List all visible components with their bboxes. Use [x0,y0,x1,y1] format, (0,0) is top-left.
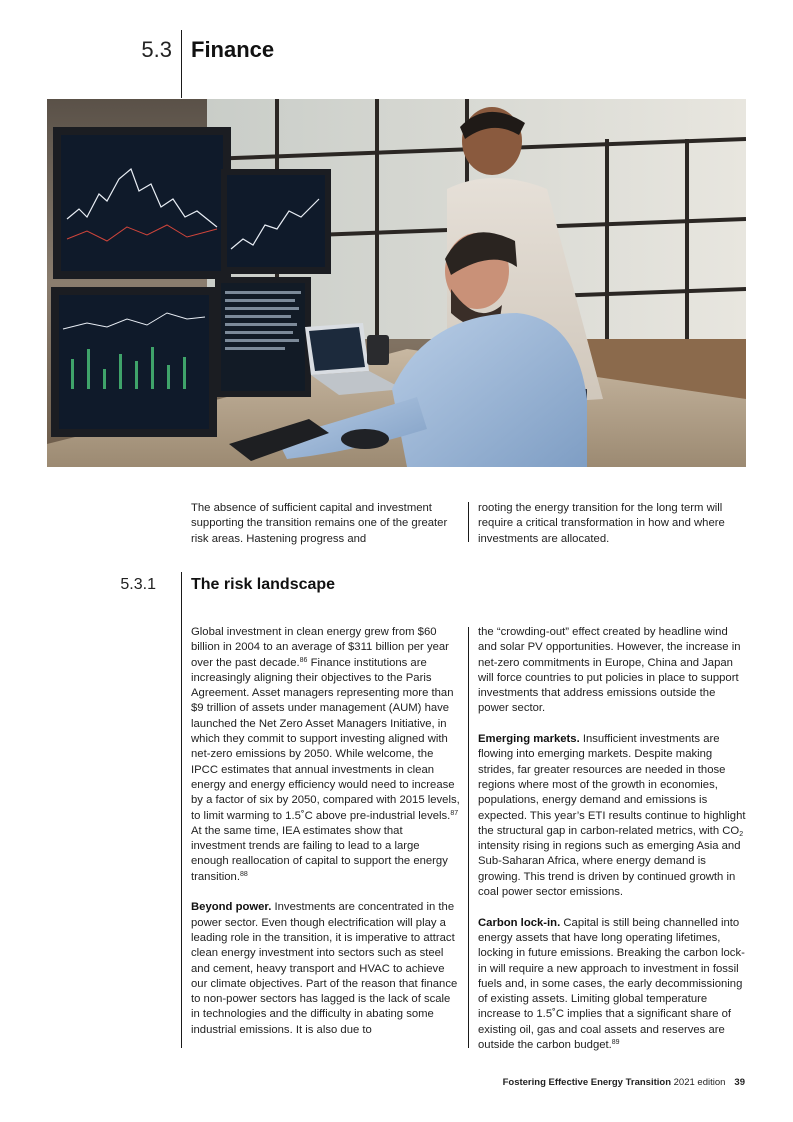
body-paragraph: Emerging markets. Insufficient investments are flowing into emerging markets. Despite making strides, far greater resources are needed in those regions where most of the growth in economies, populations, energy demand and emissions is expected. This year’s ETI results continue to highlight the structural gap in carbon-related metrics, with $CO_2$ intensity rising in regions such as emerging Asia and Sub-Saharan Africa, where energy demand is growing. This trend is driven by continued growth in coal power sector emissions. [478,733,746,899]
intro-text-left: The absence of sufficient capital and investment supporting the transition remains one of the greater risk areas. Hastening progress and [191,502,448,545]
body-column-divider [468,627,469,1048]
intro-left [191,501,459,547]
footnote-ref: 89 [611,1039,620,1047]
footer-edition: 2021 edition [671,1077,726,1088]
page-footer [503,1077,745,1088]
subsection-divider [181,572,182,1048]
paragraph-lead: Beyond power. [191,901,272,914]
intro-column-divider [468,502,469,542]
hero-photo [47,99,746,467]
intro-right [478,501,746,547]
paragraph-lead: Carbon lock-in. [478,916,561,929]
page-title: Finance [191,37,275,62]
page-number: 39 [734,1077,745,1088]
body-right-column [478,625,748,1053]
section-number: 5.3 [141,37,172,62]
footnote-ref: 88 [239,870,248,878]
body-paragraph: the “crowding-out” effect created by headline wind and solar PV opportunities. However, the increase in net-zero commitments in Europe, China and Japan will force countries to put policies in place to support investments that address emissions outside the power sector. [478,626,741,715]
footnote-ref: 86 [299,656,308,664]
subsection-number: 5.3.1 [120,576,156,593]
footnote-ref: 87 [450,809,459,817]
paragraph-lead: Emerging markets. [478,733,580,746]
body-paragraph: Beyond power. Investments are concentrated in the power sector. Even though electrification will play a leading role in the transition, it is imperative to attract clean energy investment into sectors such as steel and cement, heavy transport and HVAC to achieve our climate objectives. Part of the reason that finance to non-power sectors has lagged is the lack of scale in technologies and the difficulty in abating some industrial emissions. It is also due to [191,901,458,1036]
body-paragraph: Carbon lock-in. Capital is still being channelled into energy assets that have long operating lifetimes, locking in future emissions. Breaking the carbon lock-in will require a new approach to investment in fossil fuels and, in some cases, the early decommissioning of existing assets. Limiting global temperature increase to 1.5˚C implies that a significant share of existing oil, gas and coal assets and reserves are outside the carbon budget.$^{89}$ [478,916,745,1052]
subscript: 2 [739,830,744,838]
body-paragraph: Global investment in clean energy grew from $60 billion in 2004 to an average of $311 billion per year over the past decade.$^{86}$ Finance institutions are increasingly aligning their objectives to the Paris Agreement. Asset managers representing more than $9 trillion of assets under management (AUM) have launched the Net Zero Asset Managers Initiative, in which they commit to support investing aligned with net-zero emissions by 2050. While welcome, the IPCC estimates that annual investments in clean energy and energy efficiency would need to increase by a factor of six by 2050, compared with 2015 levels, to limit warming to 1.5˚C above pre-industrial levels.$^{87}$ At the same time, IEA estimates show that investment trends are failing to lead to a large enough reallocation of capital to support the energy transition.$^{88}$ [191,626,460,883]
subsection-title: The risk landscape [191,576,336,593]
body-left-column [191,625,460,1038]
footer-report-title: Fostering Effective Energy Transition [502,1077,671,1088]
intro-text-right: rooting the energy transition for the long term will require a critical transformation in how and where investments are allocated. [478,502,725,545]
section-divider [181,30,182,98]
